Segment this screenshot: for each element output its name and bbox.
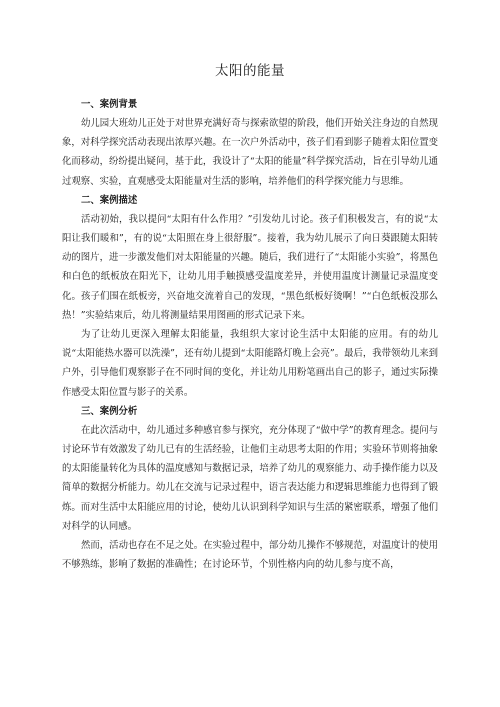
- section-analysis: [62, 402, 438, 575]
- paragraph: 在此次活动中，幼儿通过多种感官参与探究，充分体现了“做中学”的教育理念。提问与讨论环节有效激发了幼儿已有的生活经验，让他们主动思考太阳的作用；实验环节则将抽象的太阳能量转化为具体的温度感知与数据记录，培养了幼儿的观察能力、动手操作能力以及简单的数据分析能力。幼儿在交流与记录过程中，语言表达能力和逻辑思维能力也得到了锻炼。而对生活中太阳能应用的讨论，使幼儿认识到科学知识与生活的紧密联系，增强了他们对科学的认同感。: [62, 424, 438, 532]
- document-title: 太阳的能量: [215, 63, 285, 79]
- section-background: [62, 95, 438, 191]
- section-heading: 三、案例分析: [81, 405, 138, 417]
- document-page: [62, 62, 438, 574]
- section-description: [62, 191, 438, 402]
- paragraph: 幼儿园大班幼儿正处于对世界充满好奇与探索欲望的阶段，他们开始关注身边的自然现象，对科学探究活动表现出浓厚兴趣。在一次户外活动中，孩子们看到影子随着太阳位置变化而移动，纷纷提出疑问，基于此，我设计了“太阳的能量”科学探究活动，旨在引导幼儿通过观察、实验，直观感受太阳能量对生活的影响，培养他们的科学探究能力与思维。: [62, 118, 438, 187]
- paragraph: 为了让幼儿更深入理解太阳能量，我组织大家讨论生活中太阳能的应用。有的幼儿说“太阳能热水器可以洗澡”，还有幼儿提到“太阳能路灯晚上会亮”。最后，我带领幼儿来到户外，引导他们观察影子在不同时间的变化，并让幼儿用粉笔画出自己的影子，通过实际操作感受太阳位置与影子的关系。: [62, 329, 438, 398]
- section-heading: 一、案例背景: [81, 99, 138, 110]
- section-heading: 二、案例描述: [81, 194, 138, 206]
- paragraph: 活动初始，我以提问“太阳有什么作用？”引发幼儿讨论。孩子们积极发言，有的说“太阳让我们暖和”，有的说“太阳照在身上很舒服”。接着，我为幼儿展示了向日葵跟随太阳转动的图片，进一步激发他们对太阳能量的兴趣。随后，我们进行了“太阳能小实验”，将黑色和白色的纸板放在阳光下，让幼儿用手触摸感受温度差异，并使用温度计测量记录温度变化。孩子们围在纸板旁，兴奋地交流着自己的发现，“黑色纸板好烫啊！”“白色纸板没那么热！”实验结束后，幼儿将测量结果用图画的形式记录下来。: [62, 213, 438, 321]
- paragraph: 然而，活动也存在不足之处。在实验过程中，部分幼儿操作不够规范，对温度计的使用不够熟练，影响了数据的准确性；在讨论环节，个别性格内向的幼儿参与度不高，: [62, 540, 438, 571]
